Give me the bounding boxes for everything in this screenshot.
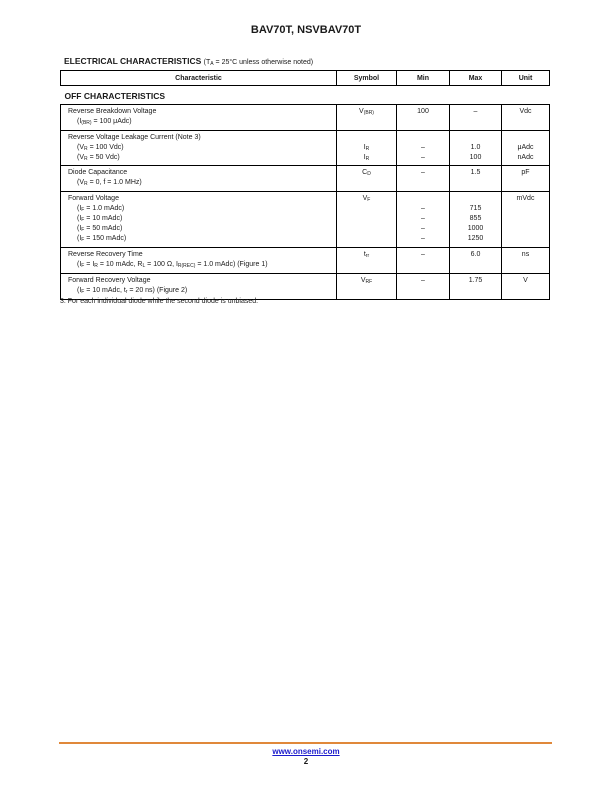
footer-divider [59,742,552,744]
max-value: 1000 [467,225,484,232]
min-cell [397,166,450,192]
min-cell [397,105,450,131]
column-header-symbol: Symbol [337,71,397,86]
unit-cell [502,131,550,166]
unit-cell [502,166,550,192]
characteristic-name: Forward Voltage [68,195,119,202]
min-value: – [421,225,425,232]
symbol: $V_{RF}$ [360,277,373,285]
test-condition: ($I_F = 150$ mAdc) [77,235,127,243]
test-condition: ($V_R = 50$ Vdc) [77,154,120,162]
table-row [61,248,550,274]
page-number: 2 [303,757,309,766]
column-header-max: Max [450,71,502,86]
column-header-min: Min [397,71,450,86]
max-value: 1.75 [468,277,483,284]
test-condition: ($I_{(BR)} = 100$ μAdc) [77,118,132,126]
condition-text: = 25°C unless otherwise noted) [213,59,314,66]
max-value: 855 [469,215,482,222]
max-cell [450,192,502,248]
unit-value: Vdc [519,108,532,115]
table-row [61,192,550,248]
table-header-row [61,71,550,86]
max-value: 100 [469,154,482,161]
min-value: – [421,205,425,212]
min-cell [397,248,450,274]
min-value: – [421,169,425,176]
max-cell [450,166,502,192]
test-condition: ($I_F = I_R = 10$ mAdc, $R_L = 100$ Ω, $I_{R(REC)} = 1.0$ mAdc) (Figure 1) [77,261,268,269]
max-value: 1250 [467,235,484,242]
unit-value: μAdc [517,144,534,151]
symbol-cell [337,192,397,248]
unit-cell [502,105,550,131]
section-heading: ELECTRICAL CHARACTERISTICS [64,56,202,66]
max-value: 6.0 [470,251,481,258]
characteristic-cell [61,274,337,300]
characteristic-cell [61,166,337,192]
table-row [61,166,550,192]
min-cell [397,131,450,166]
min-value: – [421,144,425,151]
unit-value: V [523,277,528,284]
symbol-cell [337,131,397,166]
min-value: – [421,251,425,258]
characteristic-name: Forward Recovery Voltage [68,277,151,284]
unit-cell [502,192,550,248]
test-condition: ($I_F = 50$ mAdc) [77,225,123,233]
table-row [61,274,550,300]
unit-value: mVdc [516,195,535,202]
condition-text: (T [203,59,211,66]
symbol: $t_{rr}$ [363,251,370,259]
symbol: $I_R$ [363,154,370,162]
max-cell [450,274,502,300]
column-header-characteristic: Characteristic [61,71,337,86]
characteristic-cell [61,105,337,131]
symbol: $I_R$ [363,144,370,152]
table-row [61,131,550,166]
max-value: 1.5 [470,169,481,176]
min-value: – [421,235,425,242]
max-cell [450,248,502,274]
symbol-cell [337,105,397,131]
max-value: 1.0 [470,144,481,151]
test-condition: ($I_F = 10$ mAdc) [77,215,123,223]
test-condition: ($V_R = 0$, f = 1.0 MHz) [77,179,142,187]
website-link[interactable]: www.onsemi.com [272,747,340,756]
electrical-characteristics-table [60,70,550,300]
section-row [61,86,550,105]
min-value: – [421,277,425,284]
min-value: – [421,154,425,161]
test-condition: ($V_R = 100$ Vdc) [77,144,124,152]
condition-subscript: A [210,61,214,67]
unit-value: ns [521,251,530,258]
test-condition: ($I_F = 1.0$ mAdc) [77,205,125,213]
unit-value: pF [521,169,530,176]
symbol-cell [337,248,397,274]
characteristic-name: Diode Capacitance [68,169,128,176]
document-header: BAV70T, NSVBAV70T [250,24,362,36]
min-cell [397,192,450,248]
characteristic-cell [61,192,337,248]
unit-value: nAdc [517,154,534,161]
electrical-characteristics-title [64,56,313,66]
characteristic-cell [61,131,337,166]
column-header-unit: Unit [502,71,550,86]
symbol-cell [337,274,397,300]
min-cell [397,274,450,300]
min-value: 100 [417,108,429,115]
characteristic-cell [61,248,337,274]
temperature-condition [204,59,313,66]
characteristic-name: Reverse Voltage Leakage Current (Note 3) [68,134,201,141]
unit-cell [502,274,550,300]
max-cell [450,131,502,166]
max-value: – [473,108,478,115]
max-cell [450,105,502,131]
characteristic-name: Reverse Recovery Time [68,251,143,258]
symbol: $V_{(BR)}$ [359,108,374,116]
symbol-cell [337,166,397,192]
test-condition: ($I_F = 10$ mAdc, $t_r = 20$ ns) (Figure 2) [77,287,188,295]
max-value: 715 [469,205,482,212]
characteristic-name: Reverse Breakdown Voltage [68,108,157,115]
table-row [61,105,550,131]
symbol: $C_D$ [362,169,371,177]
symbol: $V_F$ [362,195,371,203]
off-characteristics-heading: OFF CHARACTERISTICS [61,86,550,105]
min-value: – [421,215,425,222]
unit-cell [502,248,550,274]
footnote: 3. For each individual diode while the second diode is unbiased. [60,298,259,305]
